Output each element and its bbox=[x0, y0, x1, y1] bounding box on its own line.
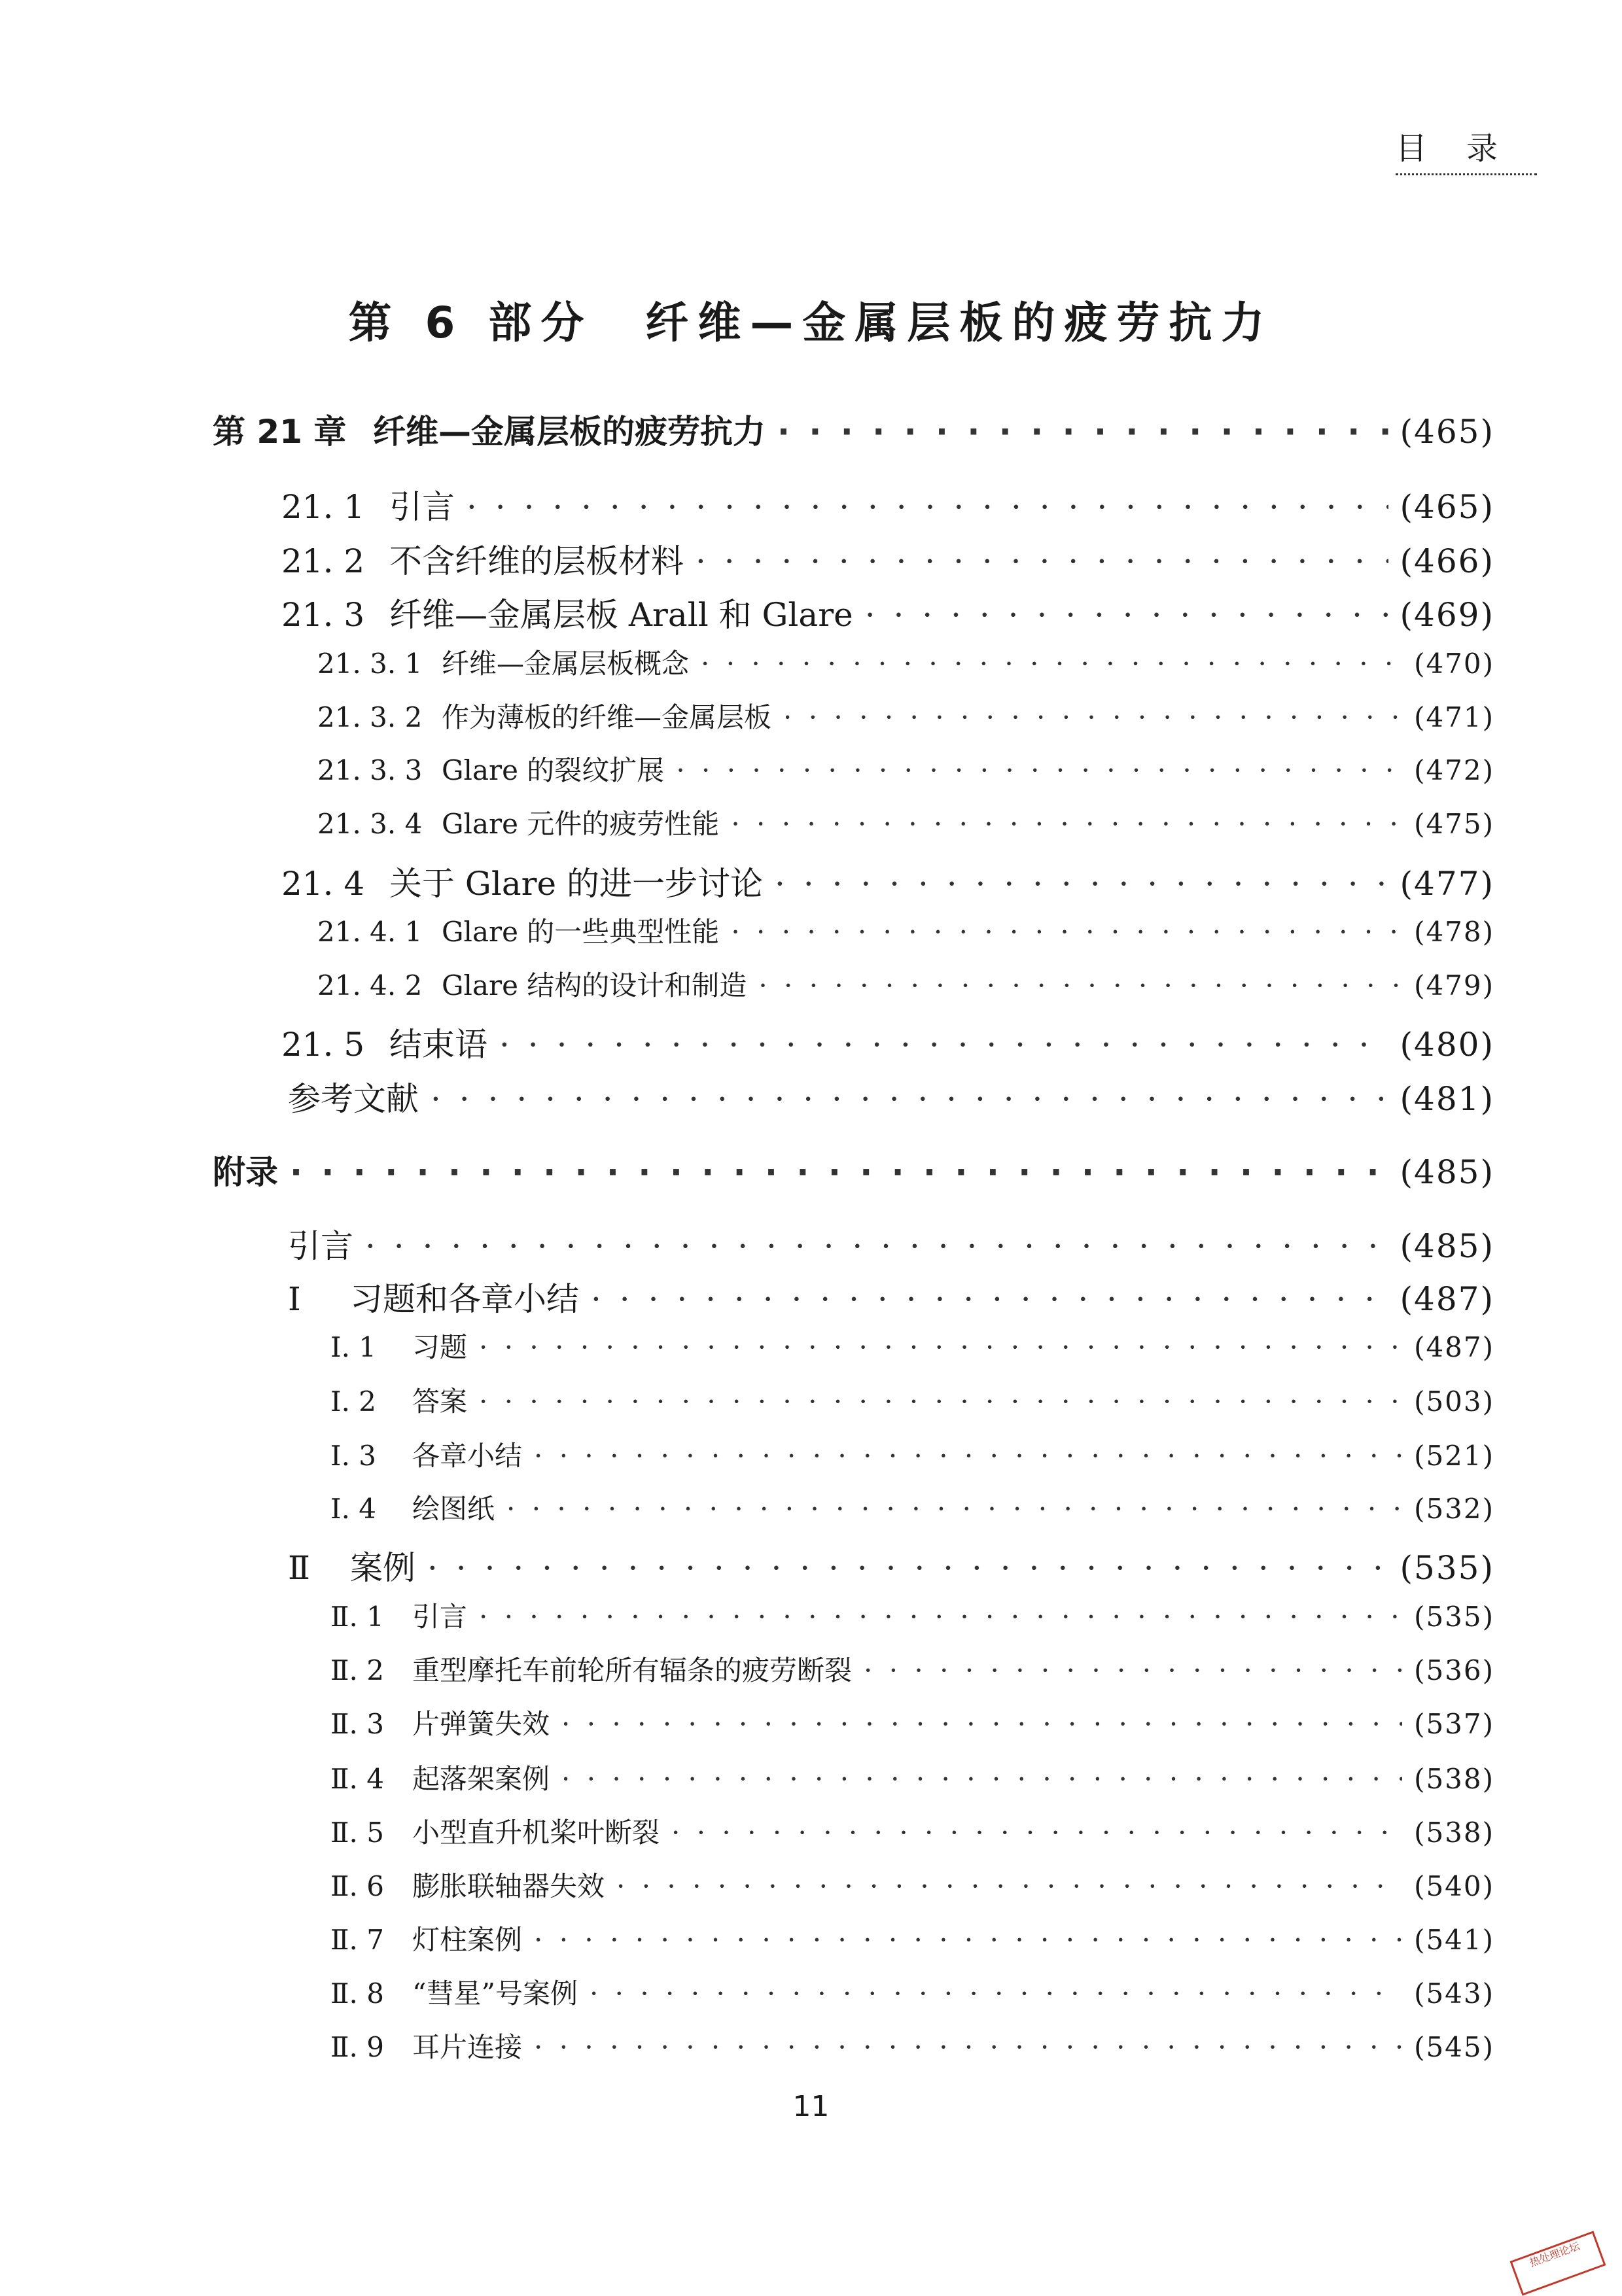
toc-entry-number: 21. 3. 3 bbox=[317, 754, 423, 786]
toc-entry-number: Ⅰ. 4 bbox=[330, 1493, 377, 1525]
dot-leader bbox=[479, 1331, 1402, 1363]
toc-entry-number: 21. 3. 4 bbox=[317, 808, 423, 840]
toc-entry bbox=[330, 1758, 1494, 1797]
page-number: 11 bbox=[792, 2090, 830, 2123]
toc-entry bbox=[317, 696, 1494, 735]
toc-entry-page: (535) bbox=[1414, 1601, 1494, 1633]
toc-entry-number: 21. 4 bbox=[281, 865, 365, 903]
toc-entry-title: 重型摩托车前轮所有辐条的疲劳断裂 bbox=[412, 1654, 853, 1686]
toc-entry-title: 纤维—金属层板概念 bbox=[442, 648, 690, 680]
toc-entry-title: 耳片连接 bbox=[412, 2031, 523, 2063]
dot-leader bbox=[561, 1763, 1402, 1795]
toc-entry bbox=[330, 1487, 1494, 1527]
toc-entry-page: (465) bbox=[1400, 413, 1494, 451]
toc-entry-page: (485) bbox=[1400, 1153, 1494, 1191]
dot-leader bbox=[534, 2031, 1402, 2063]
dot-leader bbox=[431, 1080, 1388, 1118]
part-title: 第 6 部分 纤维—金属层板的疲劳抗力 bbox=[348, 298, 1274, 348]
toc-entry-title: 附录 bbox=[213, 1153, 278, 1191]
toc-entry-page: (466) bbox=[1400, 542, 1494, 580]
toc-entry-page: (475) bbox=[1414, 808, 1494, 840]
toc-entry bbox=[281, 481, 1494, 528]
toc-entry-number: 21. 4. 1 bbox=[317, 916, 423, 948]
toc-entry-title: 纤维—金属层板的疲劳抗力 bbox=[373, 413, 766, 451]
toc-entry-number: 21. 3. 2 bbox=[317, 701, 423, 733]
toc-entry-title: 引言 bbox=[412, 1601, 468, 1633]
toc-entry bbox=[330, 1972, 1494, 2011]
dot-leader bbox=[467, 488, 1388, 526]
toc-entry bbox=[330, 1865, 1494, 1904]
toc-entry-title: 纤维—金属层板 Arall 和 Glare bbox=[389, 596, 853, 634]
toc-entry bbox=[317, 964, 1494, 1003]
toc-entry-page: (479) bbox=[1414, 969, 1494, 1001]
toc-entry-page: (477) bbox=[1400, 865, 1494, 903]
dot-leader bbox=[731, 916, 1402, 948]
toc-entry-number: Ⅱ. 8 bbox=[330, 1977, 384, 2009]
dot-leader bbox=[591, 1280, 1388, 1318]
toc-entry-page: (472) bbox=[1414, 754, 1494, 786]
toc-entry-page: (545) bbox=[1414, 2031, 1494, 2063]
toc-entry-page: (532) bbox=[1414, 1493, 1494, 1525]
toc-entry-page: (465) bbox=[1400, 488, 1494, 526]
dot-leader bbox=[427, 1549, 1388, 1587]
toc-entry-title: Glare 的裂纹扩展 bbox=[442, 754, 665, 786]
toc-entry-title: 不含纤维的层板材料 bbox=[389, 542, 684, 580]
toc-entry-title: 引言 bbox=[288, 1227, 353, 1265]
dot-leader bbox=[561, 1708, 1402, 1740]
toc-entry bbox=[330, 1595, 1494, 1635]
dot-leader bbox=[534, 1924, 1402, 1956]
toc-entry bbox=[330, 2026, 1494, 2065]
toc-entry-title: 各章小结 bbox=[412, 1440, 523, 1472]
dot-leader bbox=[499, 1026, 1388, 1064]
toc-entry bbox=[330, 1380, 1494, 1419]
toc-entry-number: 21. 1 bbox=[281, 488, 365, 526]
toc-entry-number: 第 21 章 bbox=[213, 413, 347, 451]
toc-entry-page: (503) bbox=[1414, 1385, 1494, 1418]
toc-entry-title: 参考文献 bbox=[288, 1080, 419, 1118]
toc-entry-page: (481) bbox=[1400, 1080, 1494, 1118]
toc-entry-title: 习题和各章小结 bbox=[350, 1280, 579, 1318]
running-header: 目录 bbox=[1396, 123, 1537, 175]
toc-entry bbox=[213, 406, 1494, 453]
toc-entry-number: Ⅱ. 1 bbox=[330, 1601, 384, 1633]
toc-entry-number: Ⅰ. 2 bbox=[330, 1385, 377, 1418]
toc-entry-title: 片弹簧失效 bbox=[412, 1708, 550, 1740]
toc-entry-title: Glare 的一些典型性能 bbox=[442, 916, 720, 948]
dot-leader bbox=[290, 1153, 1388, 1191]
toc-entry-number: Ⅱ. 5 bbox=[330, 1817, 384, 1849]
toc-entry bbox=[281, 589, 1494, 636]
toc-entry-page: (538) bbox=[1414, 1817, 1494, 1849]
dot-leader bbox=[865, 596, 1388, 634]
dot-leader bbox=[783, 701, 1402, 733]
dot-leader bbox=[676, 754, 1402, 786]
toc-entry bbox=[288, 1220, 1494, 1267]
toc-entry-title: 答案 bbox=[412, 1385, 468, 1418]
dot-leader bbox=[365, 1227, 1388, 1265]
dot-leader bbox=[777, 413, 1388, 451]
dot-leader bbox=[701, 648, 1402, 680]
toc-entry-number: Ⅱ. 3 bbox=[330, 1708, 384, 1740]
toc-entry bbox=[330, 1435, 1494, 1474]
toc-entry-page: (535) bbox=[1400, 1549, 1494, 1587]
watermark-stamp: 热处理论坛 bbox=[1510, 2231, 1606, 2295]
toc-entry bbox=[213, 1146, 1494, 1193]
toc-entry-page: (487) bbox=[1414, 1331, 1494, 1363]
dot-leader bbox=[534, 1440, 1402, 1472]
toc-entry bbox=[330, 1811, 1494, 1851]
toc-entry-title: Glare 结构的设计和制造 bbox=[442, 969, 747, 1001]
dot-leader bbox=[479, 1385, 1402, 1418]
toc-entry-page: (543) bbox=[1414, 1977, 1494, 2009]
toc-entry bbox=[330, 1326, 1494, 1365]
toc-entry-title: Glare 元件的疲劳性能 bbox=[442, 808, 720, 840]
dot-leader bbox=[731, 808, 1402, 840]
dot-leader bbox=[671, 1817, 1402, 1849]
toc-entry-page: (485) bbox=[1400, 1227, 1494, 1265]
toc-entry bbox=[281, 858, 1494, 905]
toc-entry-page: (541) bbox=[1414, 1924, 1494, 1956]
toc-entry-number: Ⅱ bbox=[288, 1549, 310, 1587]
toc-entry bbox=[317, 803, 1494, 842]
dot-leader bbox=[506, 1493, 1402, 1525]
toc-entry bbox=[317, 749, 1494, 788]
toc-entry-page: (536) bbox=[1414, 1654, 1494, 1686]
toc-entry bbox=[281, 535, 1494, 582]
dot-leader bbox=[758, 969, 1402, 1001]
toc-entry-page: (538) bbox=[1414, 1763, 1494, 1795]
toc-entry bbox=[330, 1919, 1494, 1958]
toc-entry-number: Ⅰ. 1 bbox=[330, 1331, 377, 1363]
toc-entry-number: Ⅱ. 7 bbox=[330, 1924, 384, 1956]
toc-entry bbox=[288, 1542, 1494, 1589]
toc-entry-title: 小型直升机桨叶断裂 bbox=[412, 1817, 660, 1849]
toc-entry-number: 21. 3 bbox=[281, 596, 365, 634]
toc-entry-number: Ⅱ. 6 bbox=[330, 1870, 384, 1902]
toc-entry-title: 结束语 bbox=[389, 1026, 487, 1064]
toc-entry-number: 21. 2 bbox=[281, 542, 365, 580]
toc-entry-number: 21. 5 bbox=[281, 1026, 365, 1064]
toc-entry bbox=[288, 1073, 1494, 1120]
toc-entry-page: (470) bbox=[1414, 648, 1494, 680]
toc-entry bbox=[330, 1703, 1494, 1742]
toc-entry-number: 21. 3. 1 bbox=[317, 648, 423, 680]
toc-entry-title: 引言 bbox=[389, 488, 455, 526]
toc-entry-page: (521) bbox=[1414, 1440, 1494, 1472]
toc-entry-title: 作为薄板的纤维—金属层板 bbox=[442, 701, 772, 733]
toc-entry-page: (471) bbox=[1414, 701, 1494, 733]
toc-entry-number: Ⅱ. 2 bbox=[330, 1654, 384, 1686]
toc-entry-title: 关于 Glare 的进一步讨论 bbox=[389, 865, 764, 903]
toc-entry-number: Ⅰ. 3 bbox=[330, 1440, 377, 1472]
toc-entry-number: Ⅱ. 4 bbox=[330, 1763, 384, 1795]
toc-entry-page: (480) bbox=[1400, 1026, 1494, 1064]
dot-leader bbox=[696, 542, 1388, 580]
toc-entry bbox=[330, 1649, 1494, 1688]
toc-entry-number: 21. 4. 2 bbox=[317, 969, 423, 1001]
toc-entry-page: (478) bbox=[1414, 916, 1494, 948]
toc-entry bbox=[281, 1018, 1494, 1066]
toc-entry-title: 起落架案例 bbox=[412, 1763, 550, 1795]
toc-entry-page: (469) bbox=[1400, 596, 1494, 634]
dot-leader bbox=[590, 1977, 1402, 2009]
toc-entry bbox=[317, 911, 1494, 950]
toc-entry-page: (537) bbox=[1414, 1708, 1494, 1740]
toc-entry-title: 案例 bbox=[350, 1549, 415, 1587]
toc-entry-title: 膨胀联轴器失效 bbox=[412, 1870, 605, 1902]
toc-entry-title: 绘图纸 bbox=[412, 1493, 495, 1525]
toc-entry bbox=[317, 642, 1494, 682]
dot-leader bbox=[479, 1601, 1402, 1633]
dot-leader bbox=[864, 1654, 1402, 1686]
dot-leader bbox=[775, 865, 1388, 903]
toc-entry-number: Ⅰ bbox=[288, 1280, 301, 1318]
toc-entry-page: (487) bbox=[1400, 1280, 1494, 1318]
toc-entry-number: Ⅱ. 9 bbox=[330, 2031, 384, 2063]
toc-entry-title: 习题 bbox=[412, 1331, 468, 1363]
toc-entry-title: “彗星”号案例 bbox=[412, 1977, 578, 2009]
toc-entry bbox=[288, 1273, 1494, 1320]
dot-leader bbox=[616, 1870, 1402, 1902]
toc-entry-page: (540) bbox=[1414, 1870, 1494, 1902]
toc-entry-title: 灯柱案例 bbox=[412, 1924, 523, 1956]
